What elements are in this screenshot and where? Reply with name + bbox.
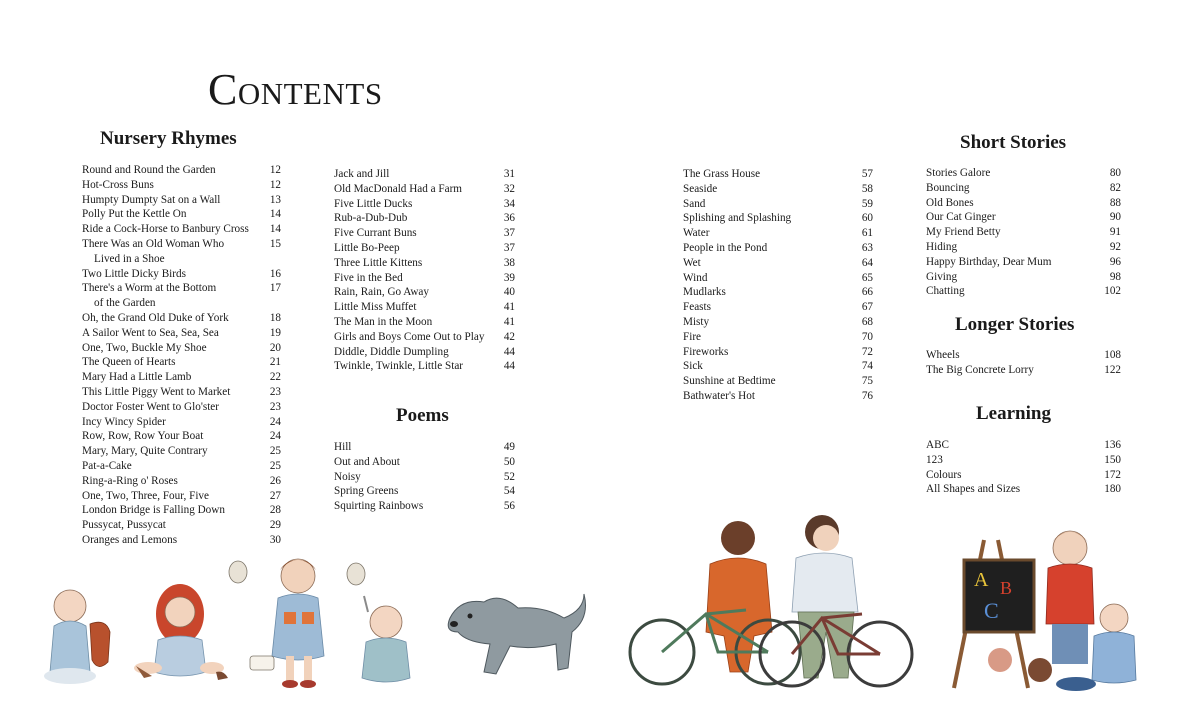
toc-entry-title: Mary, Mary, Quite Contrary [82,445,208,458]
toc-entry-title: Oh, the Grand Old Duke of York [82,311,229,324]
toc-entry-title: Humpty Dumpty Sat on a Wall [82,193,221,206]
toc-entry-page-number: 65 [861,271,873,284]
toc-entry-title: Five Little Ducks [334,197,413,210]
toc-entry [683,330,873,345]
toc-entry-page-number: 20 [269,341,281,354]
toc-entry [334,300,515,315]
toc-entry-page-number: 44 [503,360,515,373]
toc-entry-title: Seaside [683,182,718,195]
toddlers-with-pots-illustration [228,552,418,694]
toc-entry [334,271,515,286]
toc-entry-page-number: 75 [861,375,873,388]
chalkboard-letter-a: A [974,569,989,591]
toc-entry-page-number: 50 [503,455,515,468]
toc-entry-page-number: 23 [269,385,281,398]
toc-entry [334,440,515,455]
chalkboard-letter-b: B [1000,578,1013,598]
toc-entry [334,345,515,360]
page-title: Contents [208,65,383,114]
toc-entry-page-number: 41 [503,315,515,328]
boys-with-bicycles-illustration [626,512,916,698]
toc-entry-page-number: 76 [861,389,873,402]
toc-entry-title: Misty [683,315,710,328]
toc-entry-title: A Sailor Went to Sea, Sea, Sea [82,326,219,339]
toc-entry-title: People in the Pond [683,241,768,254]
toc-entry [334,197,515,212]
toc-entry-page-number: 29 [269,519,281,532]
toc-entry [683,167,873,182]
toc-list-learning [926,438,1121,497]
section-heading-nursery-rhymes: Nursery Rhymes [100,128,237,149]
toc-entry-page-number: 136 [1104,439,1121,451]
toc-entry [334,470,515,485]
toc-entry [926,181,1121,196]
toc-entry [82,429,281,444]
toc-entry-title: Out and About [334,455,400,468]
toc-entry-page-number: 82 [1109,181,1121,194]
toc-entry [82,355,281,370]
toc-entry-title: Two Little Dicky Birds [82,267,186,280]
toc-entry [926,270,1121,285]
toc-entry [334,241,515,256]
toc-entry-page-number: 90 [1109,211,1121,224]
toc-entry-title: The Grass House [683,168,761,180]
toc-entry-page-number: 58 [861,182,873,195]
toc-entry-title: Girls and Boys Come Out to Play [334,330,485,343]
toc-entry-page-number: 21 [269,356,281,369]
toc-entry-page-number: 92 [1109,240,1121,253]
toc-entry [683,197,873,212]
toc-entry-page-number: 23 [269,400,281,413]
toc-entry-page-number: 67 [861,301,873,314]
toc-entry [82,385,281,400]
toc-entry [683,345,873,360]
toc-entry-title: Sunshine at Bedtime [683,375,776,388]
section-heading-longer-stories: Longer Stories [955,314,1075,335]
toc-entry [683,300,873,315]
toc-entry-title: My Friend Betty [926,226,1001,239]
toc-entry-title: Splishing and Splashing [683,212,792,225]
toc-entry [82,311,281,326]
toc-entry-title: Five Currant Buns [334,227,417,240]
toc-entry-page-number: 36 [503,212,515,225]
toc-entry [82,400,281,415]
toc-list-short-stories [926,166,1121,299]
toc-entry [334,182,515,197]
toc-entry-title: Bathwater's Hot [683,389,755,402]
toc-entry-page-number: 180 [1104,483,1121,496]
toc-entry [926,225,1121,240]
toc-entry-title: Old Bones [926,196,974,209]
toc-entry [334,455,515,470]
toc-entry [82,533,281,548]
toc-entry-title: Rub-a-Dub-Dub [334,212,408,225]
toc-list-nursery-rhymes-1 [82,163,281,548]
toc-entry-title: Fire [683,330,702,343]
toc-entry-page-number: 25 [269,459,281,472]
toc-entry-title: Chatting [926,285,965,298]
toc-entry-page-number: 19 [269,326,281,339]
toc-entry-title: All Shapes and Sizes [926,483,1021,496]
toc-entry-page-number: 24 [269,430,281,443]
toc-entry-page-number: 56 [503,500,515,513]
toc-entry [82,459,281,474]
toc-list-poems [334,440,515,514]
toc-entry-title: Polly Put the Kettle On [82,208,187,221]
toc-entry [334,285,515,300]
toc-list-longer-stories [926,348,1121,378]
toc-entry-page-number: 26 [269,474,281,487]
toc-entry [334,211,515,226]
toc-entry [683,182,873,197]
section-heading-learning: Learning [976,403,1051,424]
toc-entry-page-number: 98 [1109,270,1121,283]
toc-entry-title: Little Miss Muffet [334,301,417,314]
toc-entry [334,315,515,330]
toc-entry [926,468,1121,483]
toc-entry-title: Squirting Rainbows [334,500,424,513]
section-heading-poems: Poems [396,405,449,426]
toc-entry-page-number: 12 [269,164,281,176]
toc-entry [683,359,873,374]
toc-entry-title: This Little Piggy Went to Market [82,385,231,398]
toc-entry [926,482,1121,497]
toc-entry-page-number: 42 [503,330,515,343]
toc-entry [82,163,281,178]
toc-entry-page-number: 122 [1104,363,1121,376]
toc-entry-page-number: 52 [503,470,515,483]
toc-entry [334,359,515,374]
toc-entry-page-number: 12 [269,178,281,191]
toc-entry-title: 123 [926,453,943,466]
toc-entry-title: Three Little Kittens [334,256,423,269]
toc-entry [683,285,873,300]
toc-entry [926,453,1121,468]
toc-entry-page-number: 25 [269,445,281,458]
toc-entry-title: Round and Round the Garden [82,164,216,176]
toc-entry-page-number: 38 [503,256,515,269]
toc-entry-page-number: 91 [1109,226,1121,239]
toc-entry [82,178,281,193]
toc-entry-page-number: 54 [503,485,515,498]
toc-entry-page-number: 18 [269,311,281,324]
toc-entry-title: Noisy [334,470,361,483]
toc-entry-title: ABC [926,439,950,451]
toc-entry-title: Old MacDonald Had a Farm [334,182,463,195]
toc-entry-title: Mary Had a Little Lamb [82,371,192,384]
toc-entry [926,284,1121,299]
toc-entry [82,207,281,222]
toc-entry-title: Wheels [926,349,960,361]
toc-entry-title: One, Two, Buckle My Shoe [82,341,207,354]
toc-entry-title: There Was an Old Woman Who [82,237,225,250]
toc-entry-title: Hill [334,441,352,453]
toc-entry-title: Mudlarks [683,286,726,299]
toc-entry [926,240,1121,255]
toc-entry [82,281,281,311]
toc-entry [82,370,281,385]
toc-entry-title: One, Two, Three, Four, Five [82,489,209,502]
toc-entry-title: Twinkle, Twinkle, Little Star [334,360,464,373]
toc-entry-page-number: 88 [1109,196,1121,209]
toc-entry-title: Jack and Jill [334,168,390,180]
toc-entry-page-number: 150 [1104,453,1121,466]
toc-entry [82,474,281,489]
toc-entry-page-number: 27 [269,489,281,502]
toc-entry-page-number: 17 [269,282,281,295]
toc-entry [334,330,515,345]
toc-entry-title: Rain, Rain, Go Away [334,286,429,299]
toc-entry-page-number: 64 [861,256,873,269]
toc-entry-page-number: 28 [269,504,281,517]
toc-entry-page-number: 44 [503,345,515,358]
toc-entry-page-number: 59 [861,197,873,210]
toc-list-nursery-rhymes-2 [334,167,515,374]
toc-entry [334,484,515,499]
toc-entry [82,326,281,341]
toc-entry [926,348,1121,363]
toc-entry-title: Little Bo-Peep [334,241,400,254]
toc-entry-page-number: 39 [503,271,515,284]
toc-entry-title: Diddle, Diddle Dumpling [334,345,449,358]
toc-entry-page-number: 31 [503,168,515,180]
toc-entry [926,255,1121,270]
toc-entry-title: Ring-a-Ring o' Roses [82,474,178,487]
toc-entry-page-number: 72 [861,345,873,358]
toc-entry-page-number: 32 [503,182,515,195]
toc-entry [82,415,281,430]
toc-entry-title: Hot-Cross Buns [82,178,154,191]
toc-entry [683,315,873,330]
toc-entry [82,237,281,267]
toc-entry-title: Pat-a-Cake [82,459,132,472]
toc-entry-title: Ride a Cock-Horse to Banbury Cross [82,223,249,236]
children-at-chalkboard-illustration [944,520,1140,696]
toc-entry-page-number: 37 [503,241,515,254]
toc-entry-page-number: 13 [269,193,281,206]
toc-entry-page-number: 70 [861,330,873,343]
toc-entry [683,241,873,256]
toc-entry-page-number: 41 [503,301,515,314]
shaggy-dog-illustration [440,588,590,688]
toc-entry [82,193,281,208]
toc-entry-title: Fireworks [683,345,729,358]
toc-entry [926,196,1121,211]
toc-entry-title: Sand [683,197,706,210]
toc-entry [683,374,873,389]
toc-entry-page-number: 96 [1109,255,1121,268]
toc-entry [683,211,873,226]
toc-entry-page-number: 16 [269,267,281,280]
toc-entry-title: Row, Row, Row Your Boat [82,430,204,443]
toc-entry-title: Happy Birthday, Dear Mum [926,255,1052,268]
toc-entry-page-number: 102 [1104,285,1121,298]
toc-entry-title: Feasts [683,301,711,314]
toc-entry [82,444,281,459]
toc-entry-title: The Queen of Hearts [82,356,176,369]
toc-entry [82,489,281,504]
toc-entry-title: Giving [926,270,958,283]
toc-entry-page-number: 34 [503,197,515,210]
children-with-dolls-illustration [40,580,240,690]
toc-entry-title: Hiding [926,240,958,253]
toc-entry-page-number: 37 [503,227,515,240]
toc-entry [683,256,873,271]
toc-entry-page-number: 49 [503,441,515,453]
toc-entry [334,226,515,241]
toc-entry [82,503,281,518]
toc-entry-title-continued: of the Garden [94,297,156,310]
toc-entry-title: The Man in the Moon [334,315,433,328]
toc-entry-title: Wet [683,256,701,269]
toc-entry-page-number: 14 [269,223,281,236]
toc-entry-page-number: 60 [861,212,873,225]
section-heading-short-stories: Short Stories [960,132,1067,153]
toc-entry-title: London Bridge is Falling Down [82,504,225,517]
toc-entry-page-number: 74 [861,360,873,373]
toc-entry [82,518,281,533]
toc-entry-page-number: 108 [1104,349,1121,361]
toc-list-poems-2 [683,167,873,404]
toc-entry [82,267,281,282]
toc-entry [82,222,281,237]
toc-entry-page-number: 172 [1104,468,1121,481]
toc-entry-title: Water [683,227,710,240]
toc-entry-page-number: 66 [861,286,873,299]
toc-entry-page-number: 80 [1109,167,1121,179]
toc-entry-page-number: 30 [269,533,281,546]
toc-entry [334,167,515,182]
toc-entry-title: Spring Greens [334,485,399,498]
toc-entry-page-number: 22 [269,371,281,384]
toc-entry-page-number: 24 [269,415,281,428]
toc-entry-title: Five in the Bed [334,271,403,284]
toc-entry-title: The Big Concrete Lorry [926,363,1034,376]
toc-entry-title-continued: Lived in a Shoe [94,252,165,265]
toc-entry-page-number: 68 [861,315,873,328]
toc-entry [926,438,1121,453]
toc-entry [683,226,873,241]
toc-entry-page-number: 63 [861,241,873,254]
toc-entry-title: Our Cat Ginger [926,211,996,224]
toc-entry-title: Sick [683,360,703,373]
toc-entry [334,256,515,271]
toc-entry-title: Wind [683,271,708,284]
toc-entry-title: There's a Worm at the Bottom [82,282,217,295]
chalkboard-letter-c: C [984,598,999,623]
toc-entry-page-number: 61 [861,227,873,240]
toc-entry [683,271,873,286]
toc-entry-title: Bouncing [926,181,970,194]
toc-entry-title: Incy Wincy Spider [82,415,166,428]
toc-entry [926,210,1121,225]
toc-entry-title: Stories Galore [926,167,991,179]
toc-entry-title: Pussycat, Pussycat [82,519,166,532]
toc-entry [334,499,515,514]
toc-entry [82,341,281,356]
toc-entry-title: Doctor Foster Went to Glo'ster [82,400,220,413]
toc-entry-page-number: 14 [269,208,281,221]
toc-entry-page-number: 40 [503,286,515,299]
toc-entry-page-number: 15 [269,237,281,250]
toc-entry [683,389,873,404]
toc-entry-title: Colours [926,468,962,481]
toc-entry [926,363,1121,378]
toc-entry-title: Oranges and Lemons [82,533,178,546]
toc-entry-page-number: 57 [861,168,873,180]
toc-entry [926,166,1121,181]
